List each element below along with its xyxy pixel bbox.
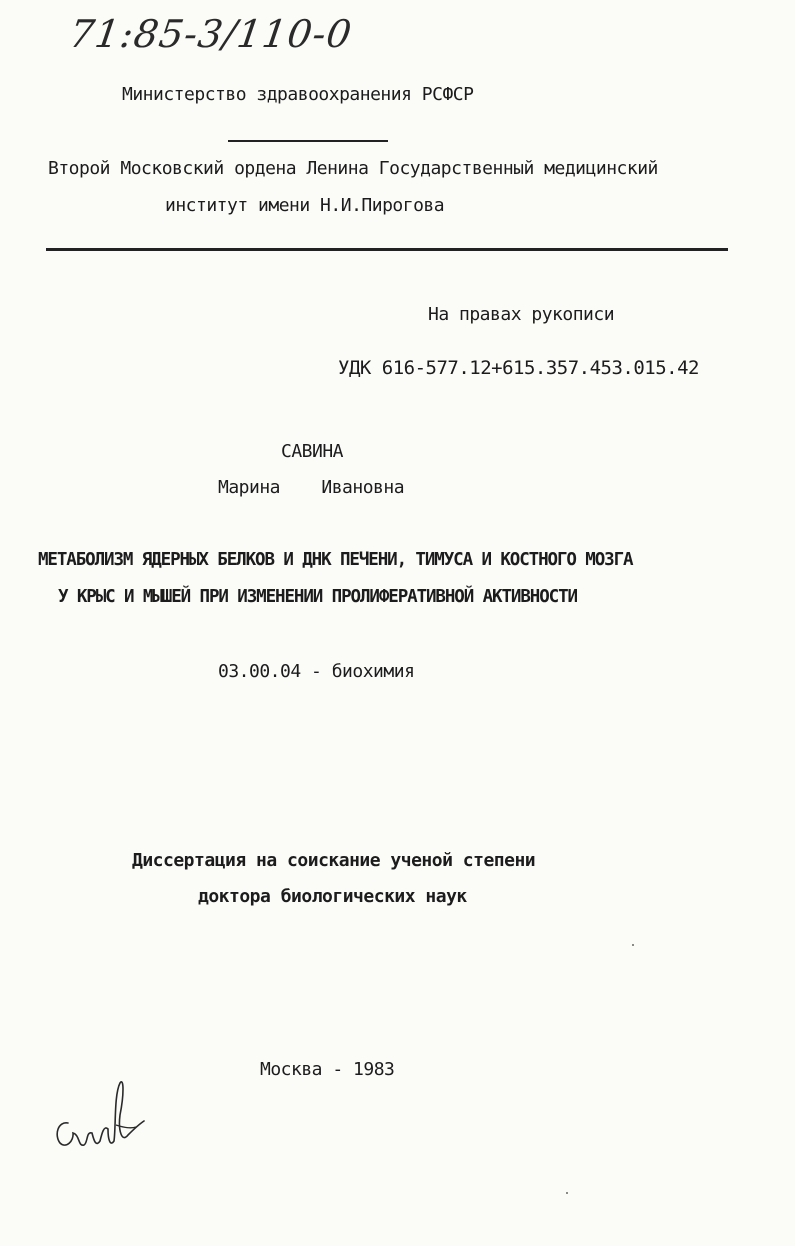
signature: [40, 1055, 150, 1165]
institute-line-2: институт имени Н.И.Пирогова: [165, 195, 445, 216]
city-year: Москва - 1983: [260, 1059, 395, 1080]
dissertation-line-1: Диссертация на соискание ученой степени: [132, 850, 536, 871]
speck: [632, 944, 634, 946]
manuscript-rights: На правах рукописи: [428, 304, 615, 325]
author-surname: САВИНА: [281, 441, 344, 462]
udk-code: УДК 616-577.12+615.357.453.015.42: [338, 357, 699, 379]
institute-line-1: Второй Московский ордена Ленина Государственный медицинский: [48, 158, 658, 179]
author-given-names: Марина Ивановна: [218, 477, 405, 498]
short-rule: [228, 140, 388, 142]
thesis-title-line-1: МЕТАБОЛИЗМ ЯДЕРНЫХ БЕЛКОВ И ДНК ПЕЧЕНИ, ТИМУСА И КОСТНОГО МОЗГА: [38, 550, 633, 570]
thesis-title-line-2: У КРЫС И МЫШЕЙ ПРИ ИЗМЕНЕНИИ ПРОЛИФЕРАТИВНОЙ АКТИВНОСТИ: [58, 587, 577, 607]
ministry-heading: Министерство здравоохранения РСФСР: [122, 84, 474, 105]
long-rule: [46, 248, 728, 251]
archive-code: 71:85-3/110-0: [66, 12, 355, 56]
dissertation-line-2: доктора биологических наук: [198, 886, 467, 907]
speck: [566, 1192, 568, 1194]
specialty-code: 03.00.04 - биохимия: [218, 661, 415, 682]
